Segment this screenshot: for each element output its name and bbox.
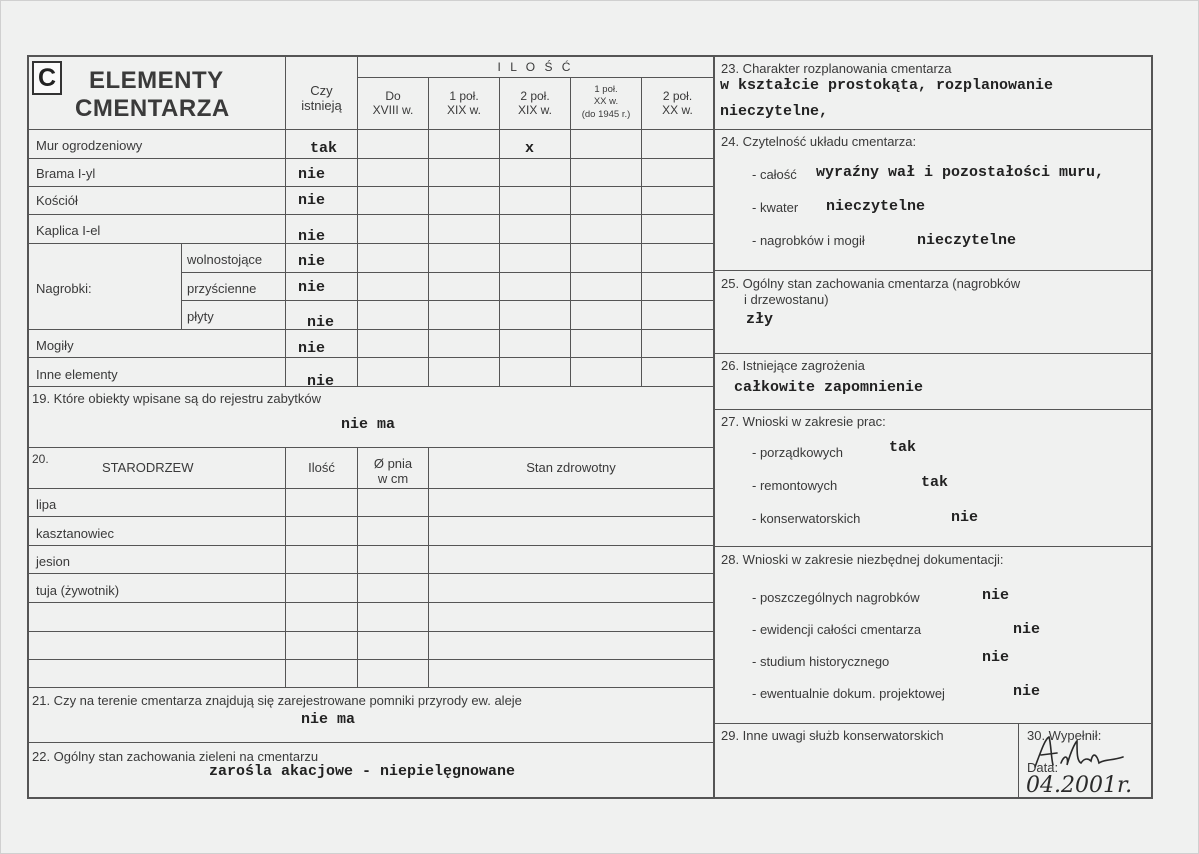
- period-5-b: XX w.: [662, 103, 693, 117]
- q25-label-1: 25. Ogólny stan zachowania cmentarza (nagrobków: [721, 276, 1021, 291]
- q25-label-2: i drzewostanu): [744, 292, 829, 307]
- q28-item-answer: nie: [982, 587, 1010, 604]
- q28-item-answer: nie: [1013, 683, 1041, 700]
- frame-bottom: [27, 797, 1153, 799]
- grid-line: [713, 353, 1152, 354]
- grid-line: [181, 243, 182, 330]
- element-mark: x: [525, 140, 535, 157]
- grid-line: [27, 602, 714, 603]
- q20-number: 20.: [32, 452, 49, 466]
- element-value: nie: [298, 340, 326, 357]
- grid-line: [428, 447, 429, 688]
- q29-label: 29. Inne uwagi służb konserwatorskich: [721, 728, 944, 743]
- q28-label: 28. Wnioski w zakresie niezbędnej dokumentacji:: [721, 552, 1004, 567]
- element-value: nie: [298, 166, 326, 183]
- grid-line: [713, 723, 1152, 724]
- element-label: Inne elementy: [36, 367, 118, 382]
- frame-right: [1151, 55, 1153, 799]
- period-1-a: Do: [385, 89, 401, 103]
- element-value: nie: [307, 314, 335, 331]
- grid-line: [27, 186, 714, 187]
- q23-answer-line1: w kształcie prostokąta, rozplanowanie: [720, 77, 1054, 94]
- q20-col-ilosc: Ilość: [308, 460, 335, 475]
- q19-answer: nie ma: [341, 416, 396, 433]
- grid-line: [27, 516, 714, 517]
- q27-item-answer: tak: [889, 439, 917, 456]
- grid-line: [27, 659, 714, 660]
- section-title-line1: ELEMENTY: [89, 67, 224, 94]
- q30-data-label: Data:: [1027, 760, 1059, 775]
- signature-icon: [1031, 733, 1141, 773]
- grid-line: [27, 488, 714, 489]
- period-5-a: 2 poł.: [662, 89, 693, 103]
- q26-answer: całkowite zapomnienie: [734, 379, 924, 396]
- q23-label: 23. Charakter rozplanowania cmentarza: [721, 61, 952, 76]
- q28-item-label: - ewidencji całości cmentarza: [752, 622, 922, 637]
- tree-label: kasztanowiec: [36, 526, 115, 541]
- grid-line: [27, 329, 714, 330]
- grid-line: [27, 158, 714, 159]
- q24-item-answer: nieczytelne: [826, 198, 926, 215]
- period-1-b: XVIII w.: [372, 103, 414, 117]
- grid-line: [27, 631, 714, 632]
- grid-line: [713, 129, 1152, 130]
- element-label: Kaplica I-el: [36, 223, 101, 238]
- q30-label: 30. Wypełnił:: [1027, 728, 1102, 743]
- grid-line: [285, 447, 286, 688]
- q28-item-label: - poszczególnych nagrobków: [752, 590, 920, 605]
- q27-label: 27. Wnioski w zakresie prac:: [721, 414, 886, 429]
- frame-top: [27, 55, 1153, 57]
- element-value: nie: [298, 279, 326, 296]
- q23-answer-line2: nieczytelne,: [720, 103, 829, 120]
- grid-line: [570, 77, 571, 387]
- tree-label: tuja (żywotnik): [36, 583, 120, 598]
- element-value: nie: [298, 228, 326, 245]
- grid-line: [181, 300, 714, 301]
- grid-line: [713, 270, 1152, 271]
- grid-line: [27, 386, 714, 387]
- q28-item-label: - ewentualnie dokum. projektowej: [752, 686, 945, 701]
- grid-line: [713, 409, 1152, 410]
- grid-line: [357, 77, 714, 78]
- q27-item-label: - konserwatorskich: [752, 511, 861, 526]
- q24-item-answer: wyraźny wał i pozostałości muru,: [816, 164, 1105, 181]
- q25-answer: zły: [746, 311, 774, 328]
- grid-line: [27, 687, 714, 688]
- grid-line: [713, 546, 1152, 547]
- q30-date: 04.2001r.: [1026, 773, 1133, 798]
- element-label: Kościół: [36, 193, 78, 208]
- grid-line: [27, 129, 714, 130]
- q28-item-label: - studium historycznego: [752, 654, 890, 669]
- grid-line: [27, 214, 714, 215]
- ilosc-header: I L O Ś Ć: [497, 60, 574, 74]
- q24-label: 24. Czytelność układu cmentarza:: [721, 134, 917, 149]
- q28-item-answer: nie: [1013, 621, 1041, 638]
- element-label: Brama I-yl: [36, 166, 96, 181]
- element-value: nie: [298, 253, 326, 270]
- q27-item-answer: tak: [921, 474, 949, 491]
- element-label: płyty: [187, 309, 214, 324]
- period-2-a: 1 poł.: [449, 89, 479, 103]
- q27-item-label: - porządkowych: [752, 445, 844, 460]
- q21-answer: nie ma: [301, 711, 356, 728]
- period-3-a: 2 poł.: [520, 89, 550, 103]
- q24-item-label: - nagrobków i mogił: [752, 233, 865, 248]
- exists-header-2: istnieją: [301, 98, 342, 113]
- period-4-a: 1 poł.: [594, 84, 618, 95]
- element-label: przyścienne: [187, 281, 257, 296]
- grid-line: [641, 77, 642, 387]
- q28-item-answer: nie: [982, 649, 1010, 666]
- grid-line: [499, 77, 500, 387]
- q27-item-answer: nie: [951, 509, 979, 526]
- q20-col-stan: Stan zdrowotny: [526, 460, 616, 475]
- q27-item-label: - remontowych: [752, 478, 838, 493]
- q24-item-label: - kwater: [752, 200, 799, 215]
- element-value: nie: [307, 373, 335, 385]
- q20-col-pnia-1: Ø pnia: [373, 456, 413, 471]
- q22-answer: zarośla akacjowe - niepielęgnowane: [209, 763, 516, 780]
- q21-label: 21. Czy na terenie cmentarza znajdują się zarejestrowane pomniki przyrody ew. aleje: [32, 693, 522, 708]
- period-2-b: XIX w.: [446, 103, 481, 117]
- q20-col-pnia-2: w cm: [377, 471, 409, 486]
- element-value: tak: [310, 140, 338, 157]
- section-title-line2: CMENTARZA: [75, 95, 230, 122]
- q22-label: 22. Ogólny stan zachowania zieleni na cmentarzu: [32, 749, 319, 764]
- grid-line: [27, 742, 714, 743]
- element-label: Mogiły: [36, 338, 74, 353]
- grid-line: [27, 573, 714, 574]
- section-letter-box: C: [32, 61, 62, 95]
- grid-line: [1018, 723, 1019, 798]
- tree-label: jesion: [36, 554, 70, 569]
- period-4-c: (do 1945 r.): [581, 109, 631, 120]
- nagrobki-label: Nagrobki:: [36, 281, 92, 296]
- element-label: wolnostojące: [187, 252, 263, 267]
- q19-label: 19. Które obiekty wpisane są do rejestru zabytków: [32, 391, 322, 406]
- grid-line: [27, 357, 714, 358]
- grid-line: [27, 243, 714, 244]
- grid-line: [27, 545, 714, 546]
- exists-header-1: Czy: [310, 83, 333, 98]
- grid-line: [181, 272, 714, 273]
- period-4-b: XX w.: [593, 96, 619, 107]
- q20-title: STARODRZEW: [102, 460, 194, 475]
- element-value: nie: [298, 192, 326, 209]
- q26-label: 26. Istniejące zagrożenia: [721, 358, 865, 373]
- q24-item-answer: nieczytelne: [917, 232, 1017, 249]
- element-label: Mur ogrodzeniowy: [36, 138, 143, 153]
- tree-label: lipa: [36, 497, 57, 512]
- grid-line: [428, 77, 429, 387]
- q24-item-label: - całość: [752, 167, 797, 182]
- period-3-b: XIX w.: [517, 103, 552, 117]
- grid-line: [27, 447, 714, 448]
